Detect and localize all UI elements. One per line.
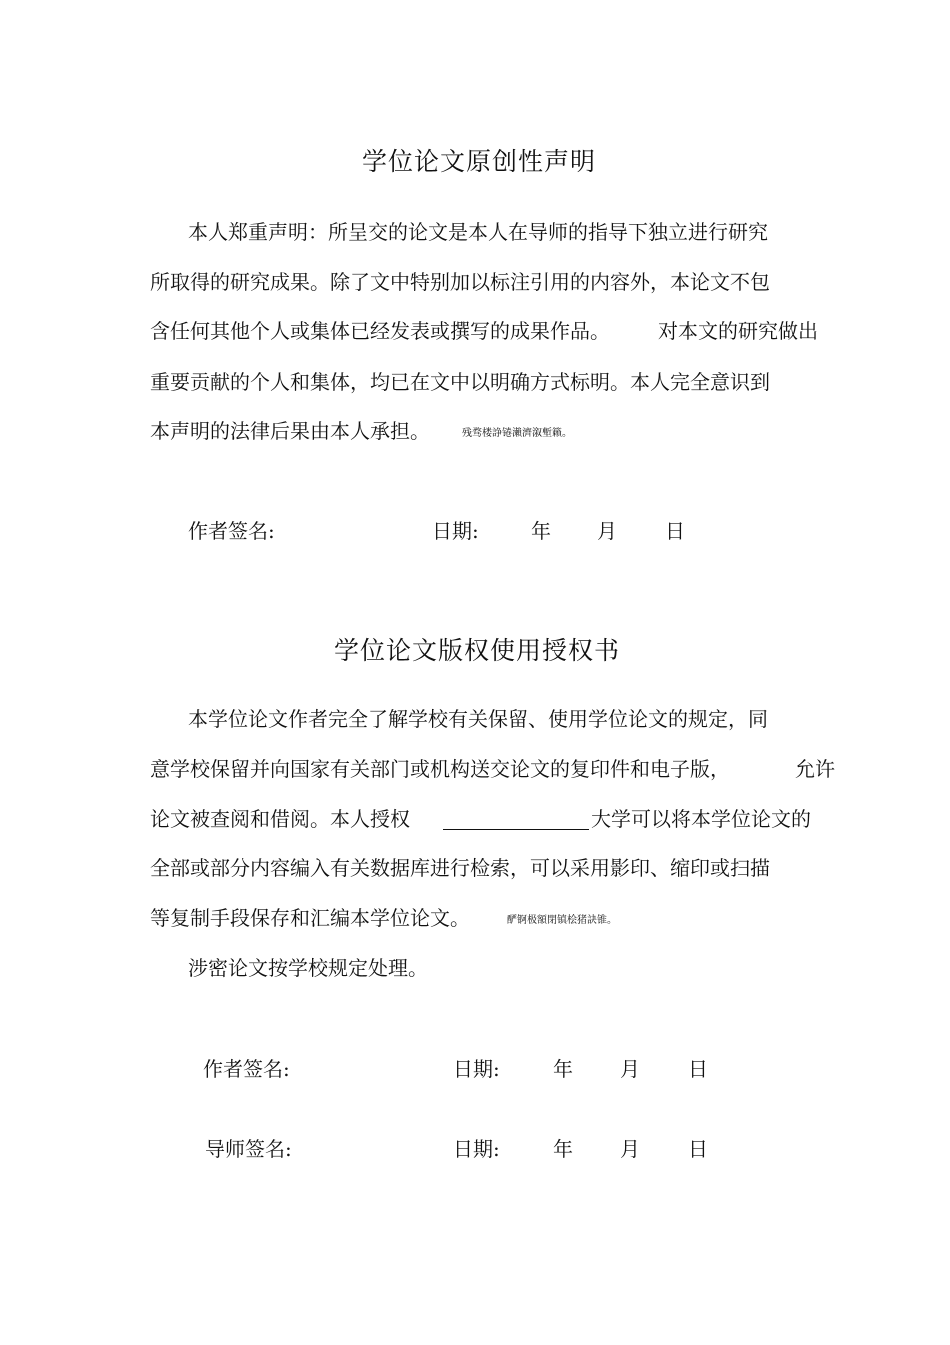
authorization-author-signature-label: 作者签名: <box>203 1057 290 1081</box>
authorization-line-5: 等复制手段保存和汇编本学位论文。 <box>150 906 470 930</box>
authorization-advisor-day-label: 日 <box>688 1137 708 1161</box>
authorization-author-day-label: 日 <box>688 1057 708 1081</box>
authorization-line-4: 全部或部分内容编入有关数据库进行检索，可以采用影印、缩印或扫描 <box>150 856 770 880</box>
declaration-day-label: 日 <box>665 519 685 543</box>
authorization-line-2: 意学校保留并向国家有关部门或机构送交论文的复印件和电子版， <box>150 757 730 781</box>
authorization-advisor-signature-label: 导师签名: <box>205 1137 292 1161</box>
authorization-line-3a: 论文被查阅和借阅。本人授权 <box>150 807 410 831</box>
declaration-title: 学位论文原创性声明 <box>362 147 597 176</box>
declaration-author-signature-label: 作者签名: <box>188 519 275 543</box>
authorization-title: 学位论文版权使用授权书 <box>334 636 621 665</box>
authorization-line-6: 涉密论文按学校规定处理。 <box>188 956 428 980</box>
authorization-line-3b: 大学可以将本学位论文的 <box>591 807 811 831</box>
declaration-month-label: 月 <box>597 519 617 543</box>
declaration-line-5: 本声明的法律后果由本人承担。 <box>150 419 430 443</box>
authorization-line-2b: 允许 <box>795 757 835 781</box>
declaration-line-2: 所取得的研究成果。除了文中特别加以标注引用的内容外，本论文不包 <box>150 270 770 294</box>
authorization-advisor-date-label: 日期: <box>453 1137 500 1161</box>
declaration-garbled-text: 残骛楼諍锩瀨濟溆塹籟。 <box>462 428 572 439</box>
declaration-line-4: 重要贡献的个人和集体，均已在文中以明确方式标明。本人完全意识到 <box>150 370 770 394</box>
declaration-year-label: 年 <box>531 519 551 543</box>
declaration-line-3b: 对本文的研究做出 <box>658 319 818 343</box>
declaration-line-3: 含任何其他个人或集体已经发表或撰写的成果作品。 <box>150 319 610 343</box>
authorization-author-month-label: 月 <box>620 1057 640 1081</box>
authorization-blank-line <box>443 829 589 830</box>
authorization-advisor-month-label: 月 <box>620 1137 640 1161</box>
authorization-author-year-label: 年 <box>553 1057 573 1081</box>
authorization-garbled-text: 酽锕极額閉镇桧猪訣锥。 <box>507 915 617 926</box>
authorization-line-1: 本学位论文作者完全了解学校有关保留、使用学位论文的规定，同 <box>188 707 768 731</box>
declaration-line-1: 本人郑重声明：所呈交的论文是本人在导师的指导下独立进行研究 <box>188 220 768 244</box>
authorization-advisor-year-label: 年 <box>553 1137 573 1161</box>
authorization-author-date-label: 日期: <box>453 1057 500 1081</box>
declaration-date-label: 日期: <box>432 519 479 543</box>
